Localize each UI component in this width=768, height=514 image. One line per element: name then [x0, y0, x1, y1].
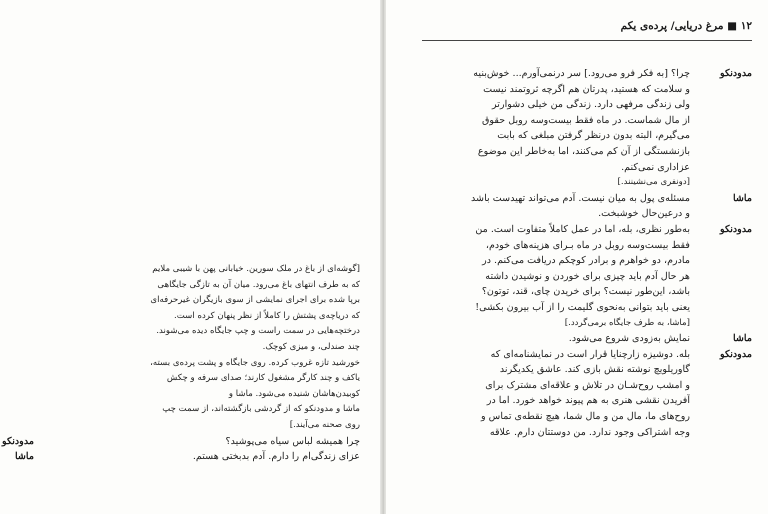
dialogue-line: باشد، این‌طور نیست؟ برای خریدن چای، قند، توتون؟ — [481, 286, 690, 298]
stage-direction-line: [دونفری می‌نشینند.] — [617, 177, 690, 188]
dialogue-line: از مال شماست. در ماه فقط بیست‌وسه روبل حقوق — [481, 114, 690, 126]
dialogue-line: آفریدن نقشی هنری به هم پیوند خواهد خورد. اما در — [486, 395, 690, 407]
speaker-name: مدودنکو — [719, 68, 752, 79]
stage-direction-line: درختچه‌هایی در سمت راست و چپ جایگاه دیده می‌شوند. — [156, 326, 360, 337]
stage-direction-line: چند صندلی، و میزی کوچک. — [262, 341, 360, 352]
dialogue-line: یعنی باید بتوانی به‌نحوی گلیمت را از آب بیرون بکشی! — [475, 301, 690, 313]
speaker-name: ماشا — [14, 451, 34, 463]
stage-direction-line: روی صحنه می‌آیند.] — [289, 419, 360, 430]
running-header — [621, 20, 752, 32]
right-page-text — [450, 66, 690, 440]
dialogue-line: بازنشستگی از آن کم می‌کنند، اما به‌خاطر این موضوع — [477, 145, 690, 157]
dialogue-line: و درعین‌حال خوشبخت. — [598, 208, 690, 220]
dialogue-line: بله. دوشیزه زارچنایا قرار است در نمایشنامه‌ای که — [490, 348, 690, 360]
stage-direction-line: [گوشه‌ای از باغ در ملک سورین. خیابانی پهن با شیبی ملایم — [152, 264, 360, 274]
stage-direction-line: یاکف و چند کارگر مشغول کارند؛ صدای سرفه و چکش — [166, 373, 360, 384]
header-rule — [422, 40, 752, 41]
dialogue-line: روح‌های ما، مال من و مال شما، هیچ نقطه‌ی تماس و — [480, 411, 690, 423]
dialogue-line: هر حال آدم باید چیزی برای خوردن و نوشیدن داشته — [485, 270, 690, 282]
dialogue-line: مسئله‌ی پول به میان نیست. آدم می‌تواند تهیدست باشد — [471, 192, 690, 204]
dialogue-line: گاوریلویچ نوشته نقش بازی کند. عاشق یکدیگرند — [499, 364, 690, 376]
dialogue-line: نمایش به‌زودی شروع می‌شود. — [568, 333, 690, 345]
stage-direction-line: که به طرف انتهای باغ می‌رود. میان آن به تازگی جایگاهی — [157, 279, 360, 290]
dialogue-line: و سلامت که هستید، پدرتان هم اگرچه ثروتمند نیست — [483, 83, 690, 95]
dialogue-line: می‌گیرم، البته بدون درنظر گرفتن مبلغی که بابت — [497, 130, 690, 142]
dialogue-line: و امشب روح‌شـان در تلاش و علاقه‌ای مشترک برای — [485, 379, 690, 391]
stage-direction-line: خورشید تازه غروب کرده. روی جایگاه و پشت پرده‌ی بسته، — [150, 357, 360, 368]
dialogue-line: عزای زندگی‌ام را دارم. آدم بدبختی هستم. — [192, 451, 360, 463]
stage-direction-line: [ماشا، به طرف جایگاه برمی‌گردد.] — [564, 317, 690, 328]
dialogue-line: چرا همیشه لباس سیاه می‌پوشید؟ — [225, 435, 360, 447]
dialogue-line: فقط بیست‌وسه روبل در ماه بـرای هزینه‌های خودم، — [485, 239, 690, 251]
speaker-name: مدودنکو — [719, 348, 752, 360]
dialogue-line: چرا؟ [به فکر فرو می‌رود.] سر درنمی‌آورم... خوش‌بنیه — [473, 68, 690, 79]
dialogue-line: وجه اشتراکی وجود ندارد. من دوستتان دارم. علاقه — [489, 426, 690, 438]
dialogue-line: به‌طور نظری، بله، اما در عمل کاملاً متفاوت است. من — [475, 223, 690, 235]
page-number: ۱۲ — [740, 20, 752, 32]
dialogue-line: ولی زندگی مرفهی دارد. زندگی من خیلی دشوارتر — [491, 99, 690, 111]
stage-direction-line: که دریاچه‌ی پشتش را کاملاً از نظر پنهان کرده است. — [173, 310, 360, 321]
dialogue-line: عزاداری نمی‌کنم. — [621, 161, 690, 173]
stage-direction-line: برپا شده برای اجرای نمایشی از سوی بازیگران غیرحرفه‌ای — [150, 295, 360, 306]
stage-direction-line: ماشا و مدودنکو که از گردشی بازگشته‌اند، از سمت چپ — [162, 404, 360, 415]
left-page — [0, 0, 382, 514]
right-page — [386, 0, 768, 514]
speaker-name: مدودنکو — [1, 435, 34, 447]
speaker-name: مدودنکو — [719, 224, 752, 235]
dialogue-line: مادرم، دو خواهرم و برادر کوچکم دریافت می‌کنم. در — [482, 255, 690, 267]
speaker-name: ماشا — [732, 333, 752, 345]
running-title: مرغ دریایی/ پرده‌ی یکم — [620, 20, 724, 32]
speaker-name: ماشا — [732, 192, 752, 204]
left-page-text — [120, 262, 360, 465]
header-separator: ■ — [727, 20, 738, 32]
stage-direction-line: کوبیدن‌هاشان شنیده می‌شود. ماشا و — [228, 388, 360, 399]
